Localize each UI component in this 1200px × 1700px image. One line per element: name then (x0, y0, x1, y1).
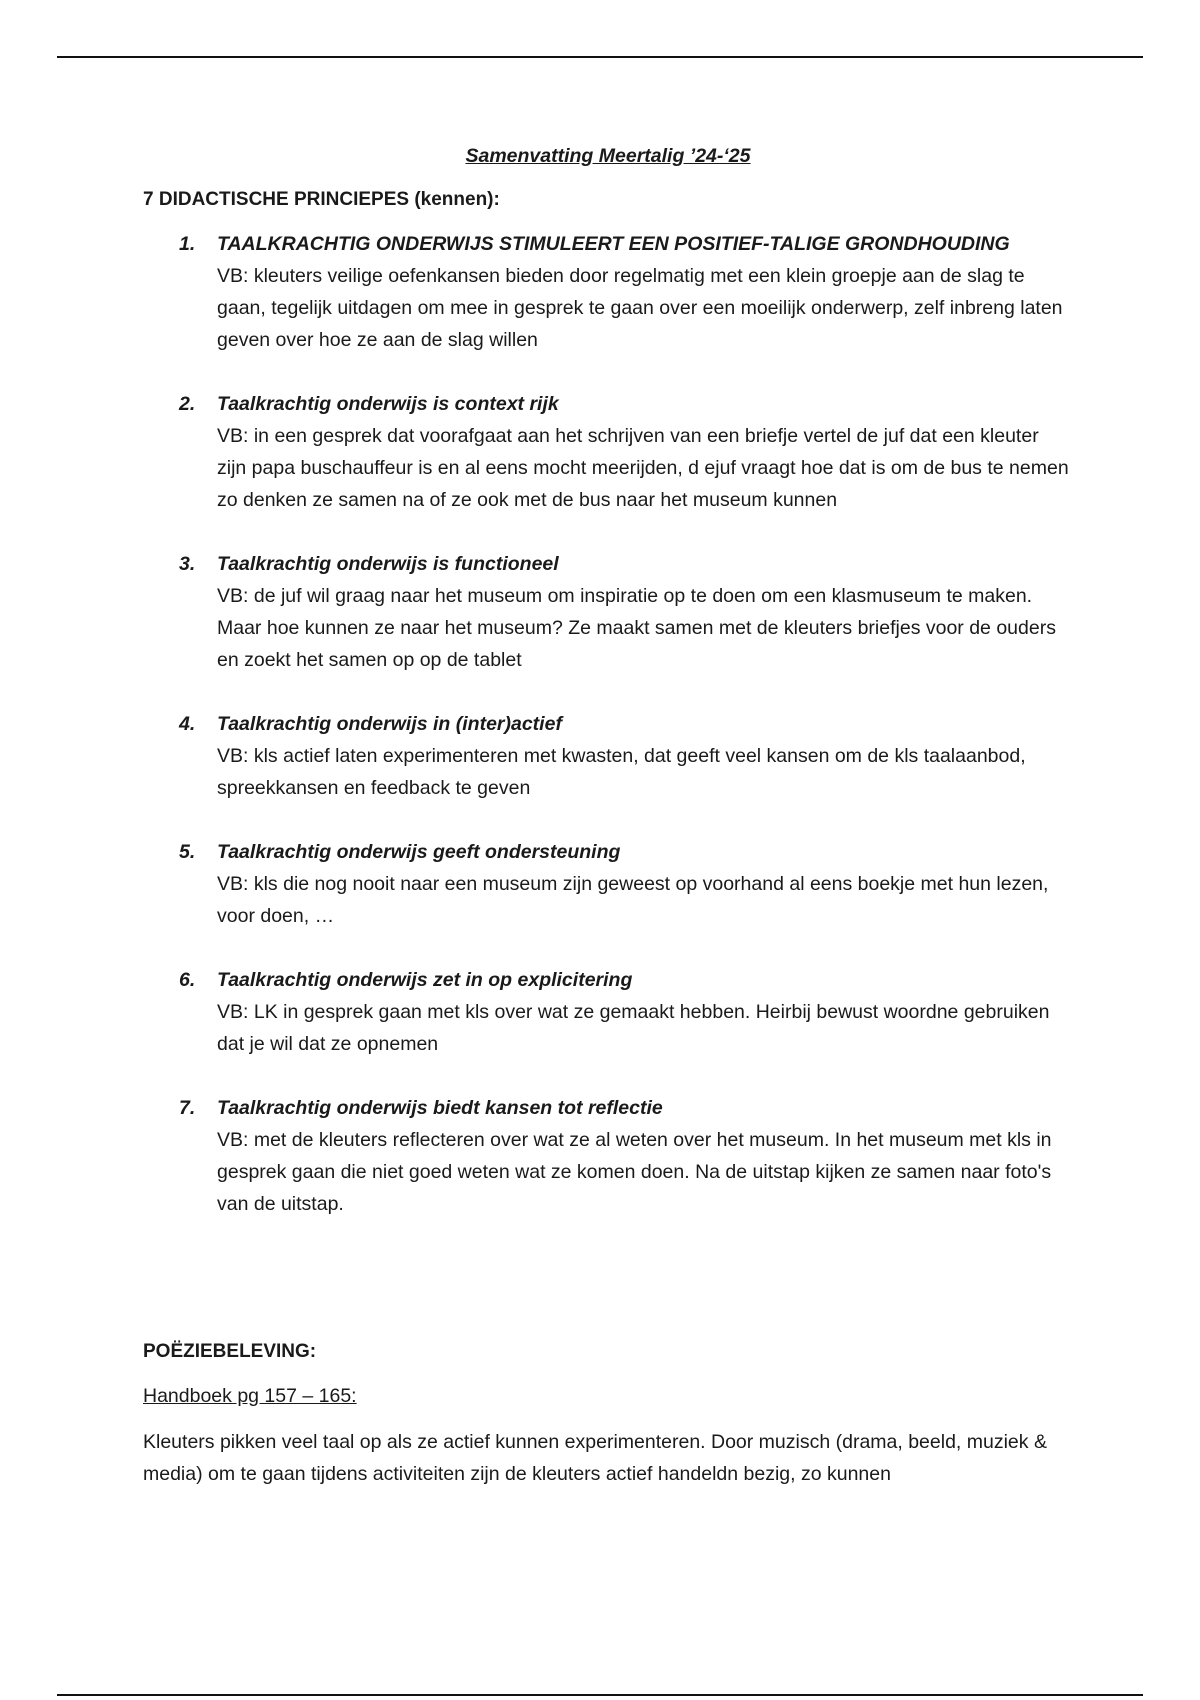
header-rule (57, 56, 1143, 58)
document-title: Samenvatting Meertalig ’24-‘25 (465, 145, 751, 167)
list-item (143, 1092, 1073, 1220)
poetry-paragraph: Kleuters pikken veel taal op als ze actief kunnen experimenteren. Door muzisch (drama, beeld, muziek & media) om te gaan tijdens activiteiten zijn de kleuters actief handeldn bezig, zo kunnen (143, 1431, 1047, 1485)
section-heading-principles: 7 DIDACTISCHE PRINCIEPES (kennen): (143, 189, 500, 210)
principle-title: Taalkrachtig onderwijs biedt kansen tot reflectie (217, 1097, 663, 1119)
principle-example: VB: kls actief laten experimenteren met kwasten, dat geeft veel kansen om de kls taalaanbod, spreekkansen en feedback te geven (217, 745, 1026, 799)
principle-number: 3. (179, 553, 196, 575)
list-item (143, 228, 1073, 356)
list-item (143, 388, 1073, 516)
principle-number: 2. (179, 393, 196, 415)
footer-rule (57, 1694, 1143, 1696)
document-body (143, 140, 1073, 1490)
section-spacer (143, 1252, 1073, 1336)
principle-example: VB: in een gesprek dat voorafgaat aan het schrijven van een briefje vertel de juf dat een kleuter zijn papa buschauffeur is en al eens mocht meerijden, d ejuf vraagt hoe dat is om de bus te nemen zo denken ze samen na of ze ook met de bus naar het museum kunnen (217, 425, 1069, 511)
principle-example: VB: kleuters veilige oefenkansen bieden door regelmatig met een klein groepje aan de slag te gaan, tegelijk uitdagen om mee in gesprek te gaan over een moeilijk onderwerp, zelf inbreng laten geven over hoe ze aan de slag willen (217, 265, 1063, 351)
principle-title: TAALKRACHTIG ONDERWIJS STIMULEERT EEN POSITIEF-TALIGE GRONDHOUDING (217, 233, 1010, 255)
handbook-reference: Handboek pg 157 – 165: (143, 1385, 357, 1407)
section-heading-poetry: POËZIEBELEVING: (143, 1341, 317, 1362)
principle-example: VB: kls die nog nooit naar een museum zijn geweest op voorhand al eens boekje met hun lezen, voor doen, … (217, 873, 1049, 927)
principle-example: VB: LK in gesprek gaan met kls over wat ze gemaakt hebben. Heirbij bewust woordne gebruiken dat je wil dat ze opnemen (217, 1001, 1050, 1055)
list-item (143, 548, 1073, 676)
principle-title: Taalkrachtig onderwijs zet in op explicitering (217, 969, 633, 991)
principle-example: VB: met de kleuters reflecteren over wat ze al weten over het museum. In het museum met kls in gesprek gaan die niet goed weten wat ze komen doen. Na de uitstap kijken ze samen naar foto's van de uitstap. (217, 1129, 1052, 1215)
principle-number: 1. (179, 233, 196, 255)
list-item (143, 836, 1073, 932)
principle-number: 4. (179, 713, 196, 735)
principle-example: VB: de juf wil graag naar het museum om inspiratie op te doen om een klasmuseum te maken. Maar hoe kunnen ze naar het museum? Ze maakt samen met de kleuters briefjes voor de ouders en zoekt het samen op op de tablet (217, 585, 1056, 671)
list-item (143, 964, 1073, 1060)
principle-number: 5. (179, 841, 196, 863)
principle-number: 7. (179, 1097, 196, 1119)
principle-title: Taalkrachtig onderwijs is context rijk (217, 393, 559, 415)
principle-title: Taalkrachtig onderwijs geeft ondersteuning (217, 841, 621, 863)
principle-title: Taalkrachtig onderwijs in (inter)actief (217, 713, 562, 735)
principles-list (143, 228, 1073, 1220)
principle-title: Taalkrachtig onderwijs is functioneel (217, 553, 559, 575)
list-item (143, 708, 1073, 804)
principle-number: 6. (179, 969, 196, 991)
